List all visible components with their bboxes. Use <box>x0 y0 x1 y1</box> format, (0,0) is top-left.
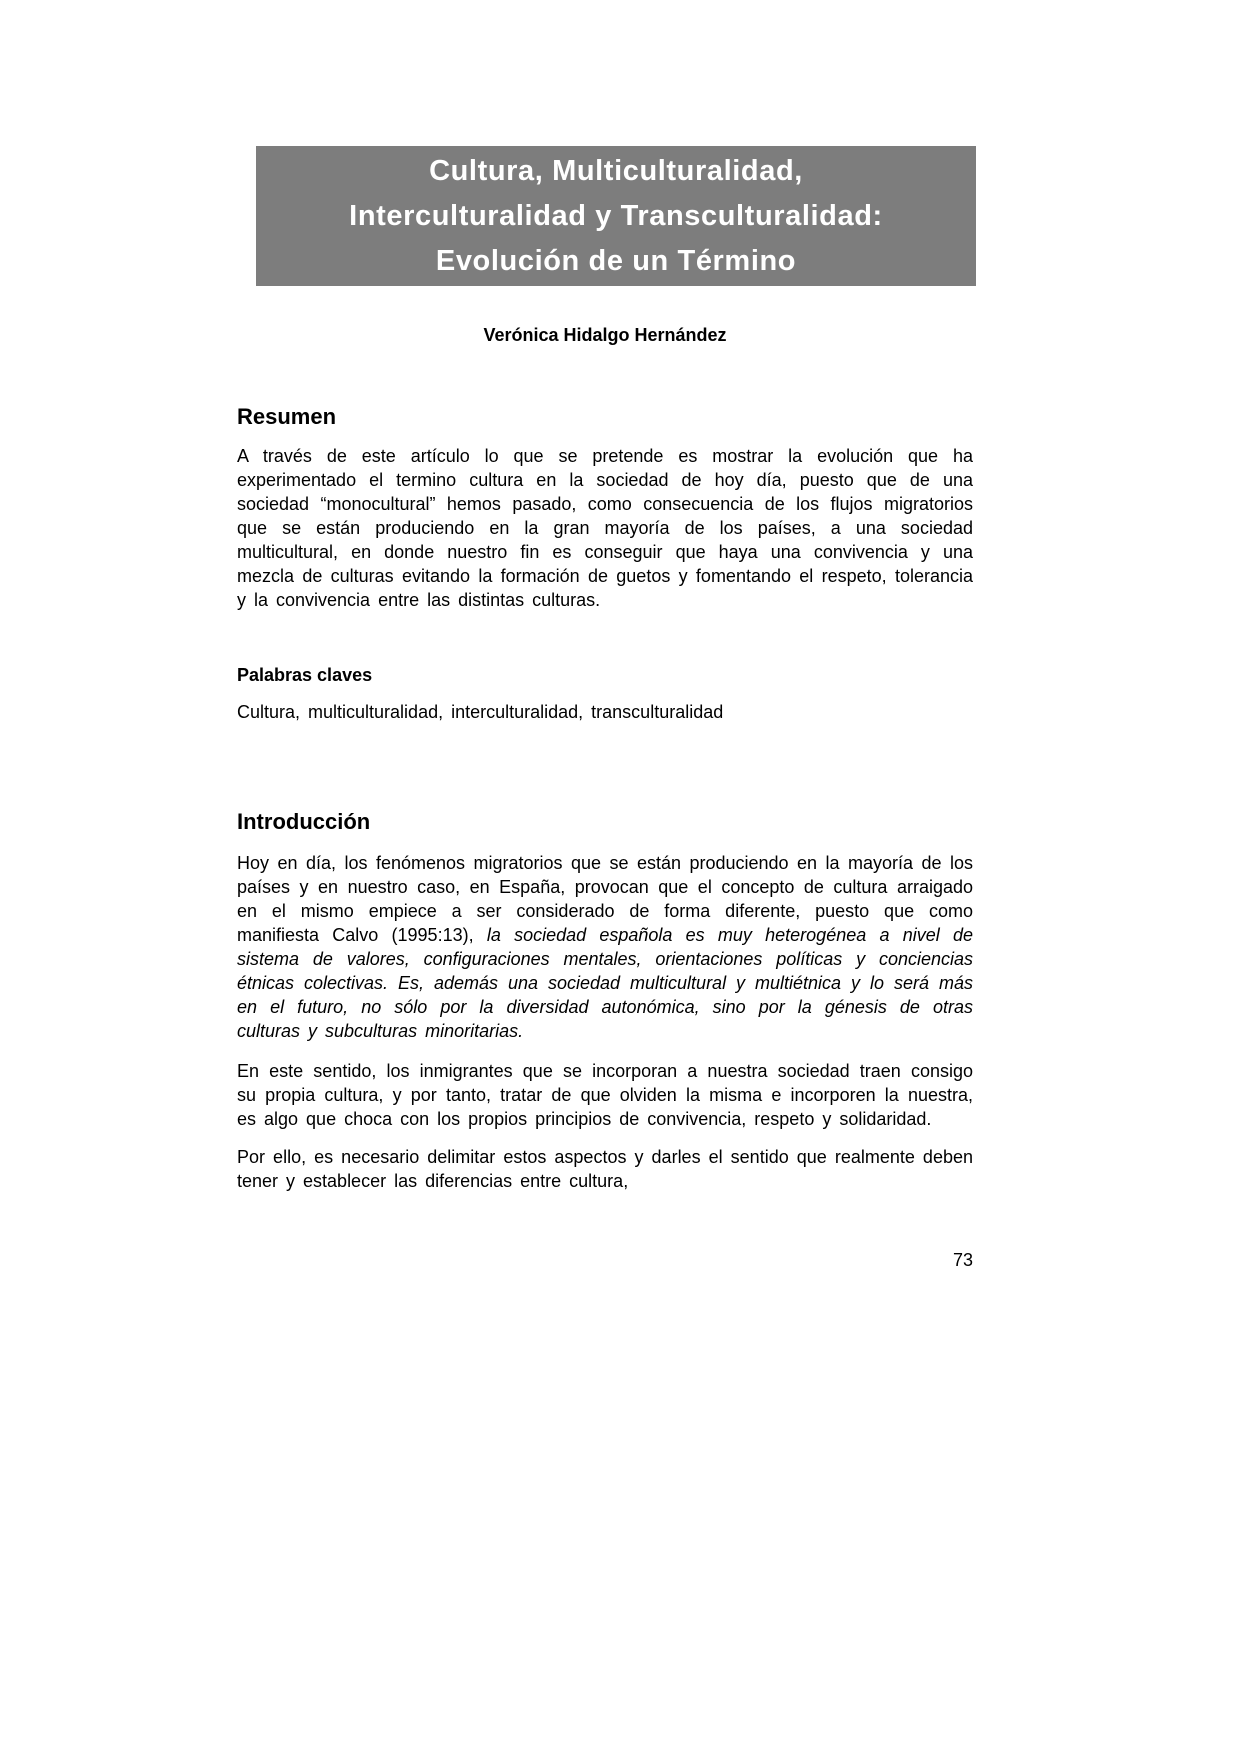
intro-paragraph-2: En este sentido, los inmigrantes que se incorporan a nuestra sociedad traen consigo su propia cultura, y por tanto, tratar de que olviden la misma e incorporen la nuestra, es algo que choca con los propios principios de convivencia, respeto y solidaridad. <box>237 1061 973 1129</box>
resumen-heading: Resumen <box>237 404 337 429</box>
resumen-paragraph: A través de este artículo lo que se pretende es mostrar la evolución que ha experimentado el termino cultura en la sociedad de hoy día, puesto que de una sociedad “monocultural” hemos pasado, como consecuencia de los flujos migratorios que se están produciendo en la gran mayoría de los países, a una sociedad multicultural, en donde nuestro fin es conseguir que haya una convivencia y una mezcla de culturas evitando la formación de guetos y fomentando el respeto, tolerancia y la convivencia entre las distintas culturas. <box>237 446 973 610</box>
page-content-column <box>237 0 973 1271</box>
article-title-line-2: Interculturalidad y Transculturalidad: <box>349 199 883 232</box>
article-title-line-1: Cultura, Multiculturalidad, <box>429 154 803 187</box>
article-title-line-3: Evolución de un Término <box>435 244 797 277</box>
introduccion-heading: Introducción <box>237 809 371 834</box>
article-title-banner <box>256 146 976 286</box>
page-number: 73 <box>952 1250 973 1270</box>
keywords-line: Cultura, multiculturalidad, interculturalidad, transculturalidad <box>237 702 724 722</box>
author-name: Verónica Hidalgo Hernández <box>483 325 727 345</box>
intro-paragraph-1-normal-text: Hoy en día, los fenómenos migratorios que se están produciendo en la mayoría de los países y en nuestro caso, en España, provocan que el concepto de cultura arraigado en el mismo empiece a ser considerado de forma diferente, puesto que como manifiesta Calvo (1995:13), <box>237 853 973 945</box>
intro-paragraph-1 <box>237 851 973 1043</box>
palabras-claves-heading: Palabras claves <box>237 665 373 685</box>
intro-paragraph-3: Por ello, es necesario delimitar estos aspectos y darles el sentido que realmente deben tener y establecer las diferencias entre cultura, <box>237 1147 973 1191</box>
intro-paragraph-1-quoted-italic-text: la sociedad española es muy heterogénea a nivel de sistema de valores, configuraciones mentales, orientaciones políticas y conciencias étnicas colectivas. Es, además una sociedad multicultural y multiétnica y lo será más en el futuro, no sólo por la diversidad autonómica, sino por la génesis de otras culturas y subculturas minoritarias. <box>237 925 973 1041</box>
